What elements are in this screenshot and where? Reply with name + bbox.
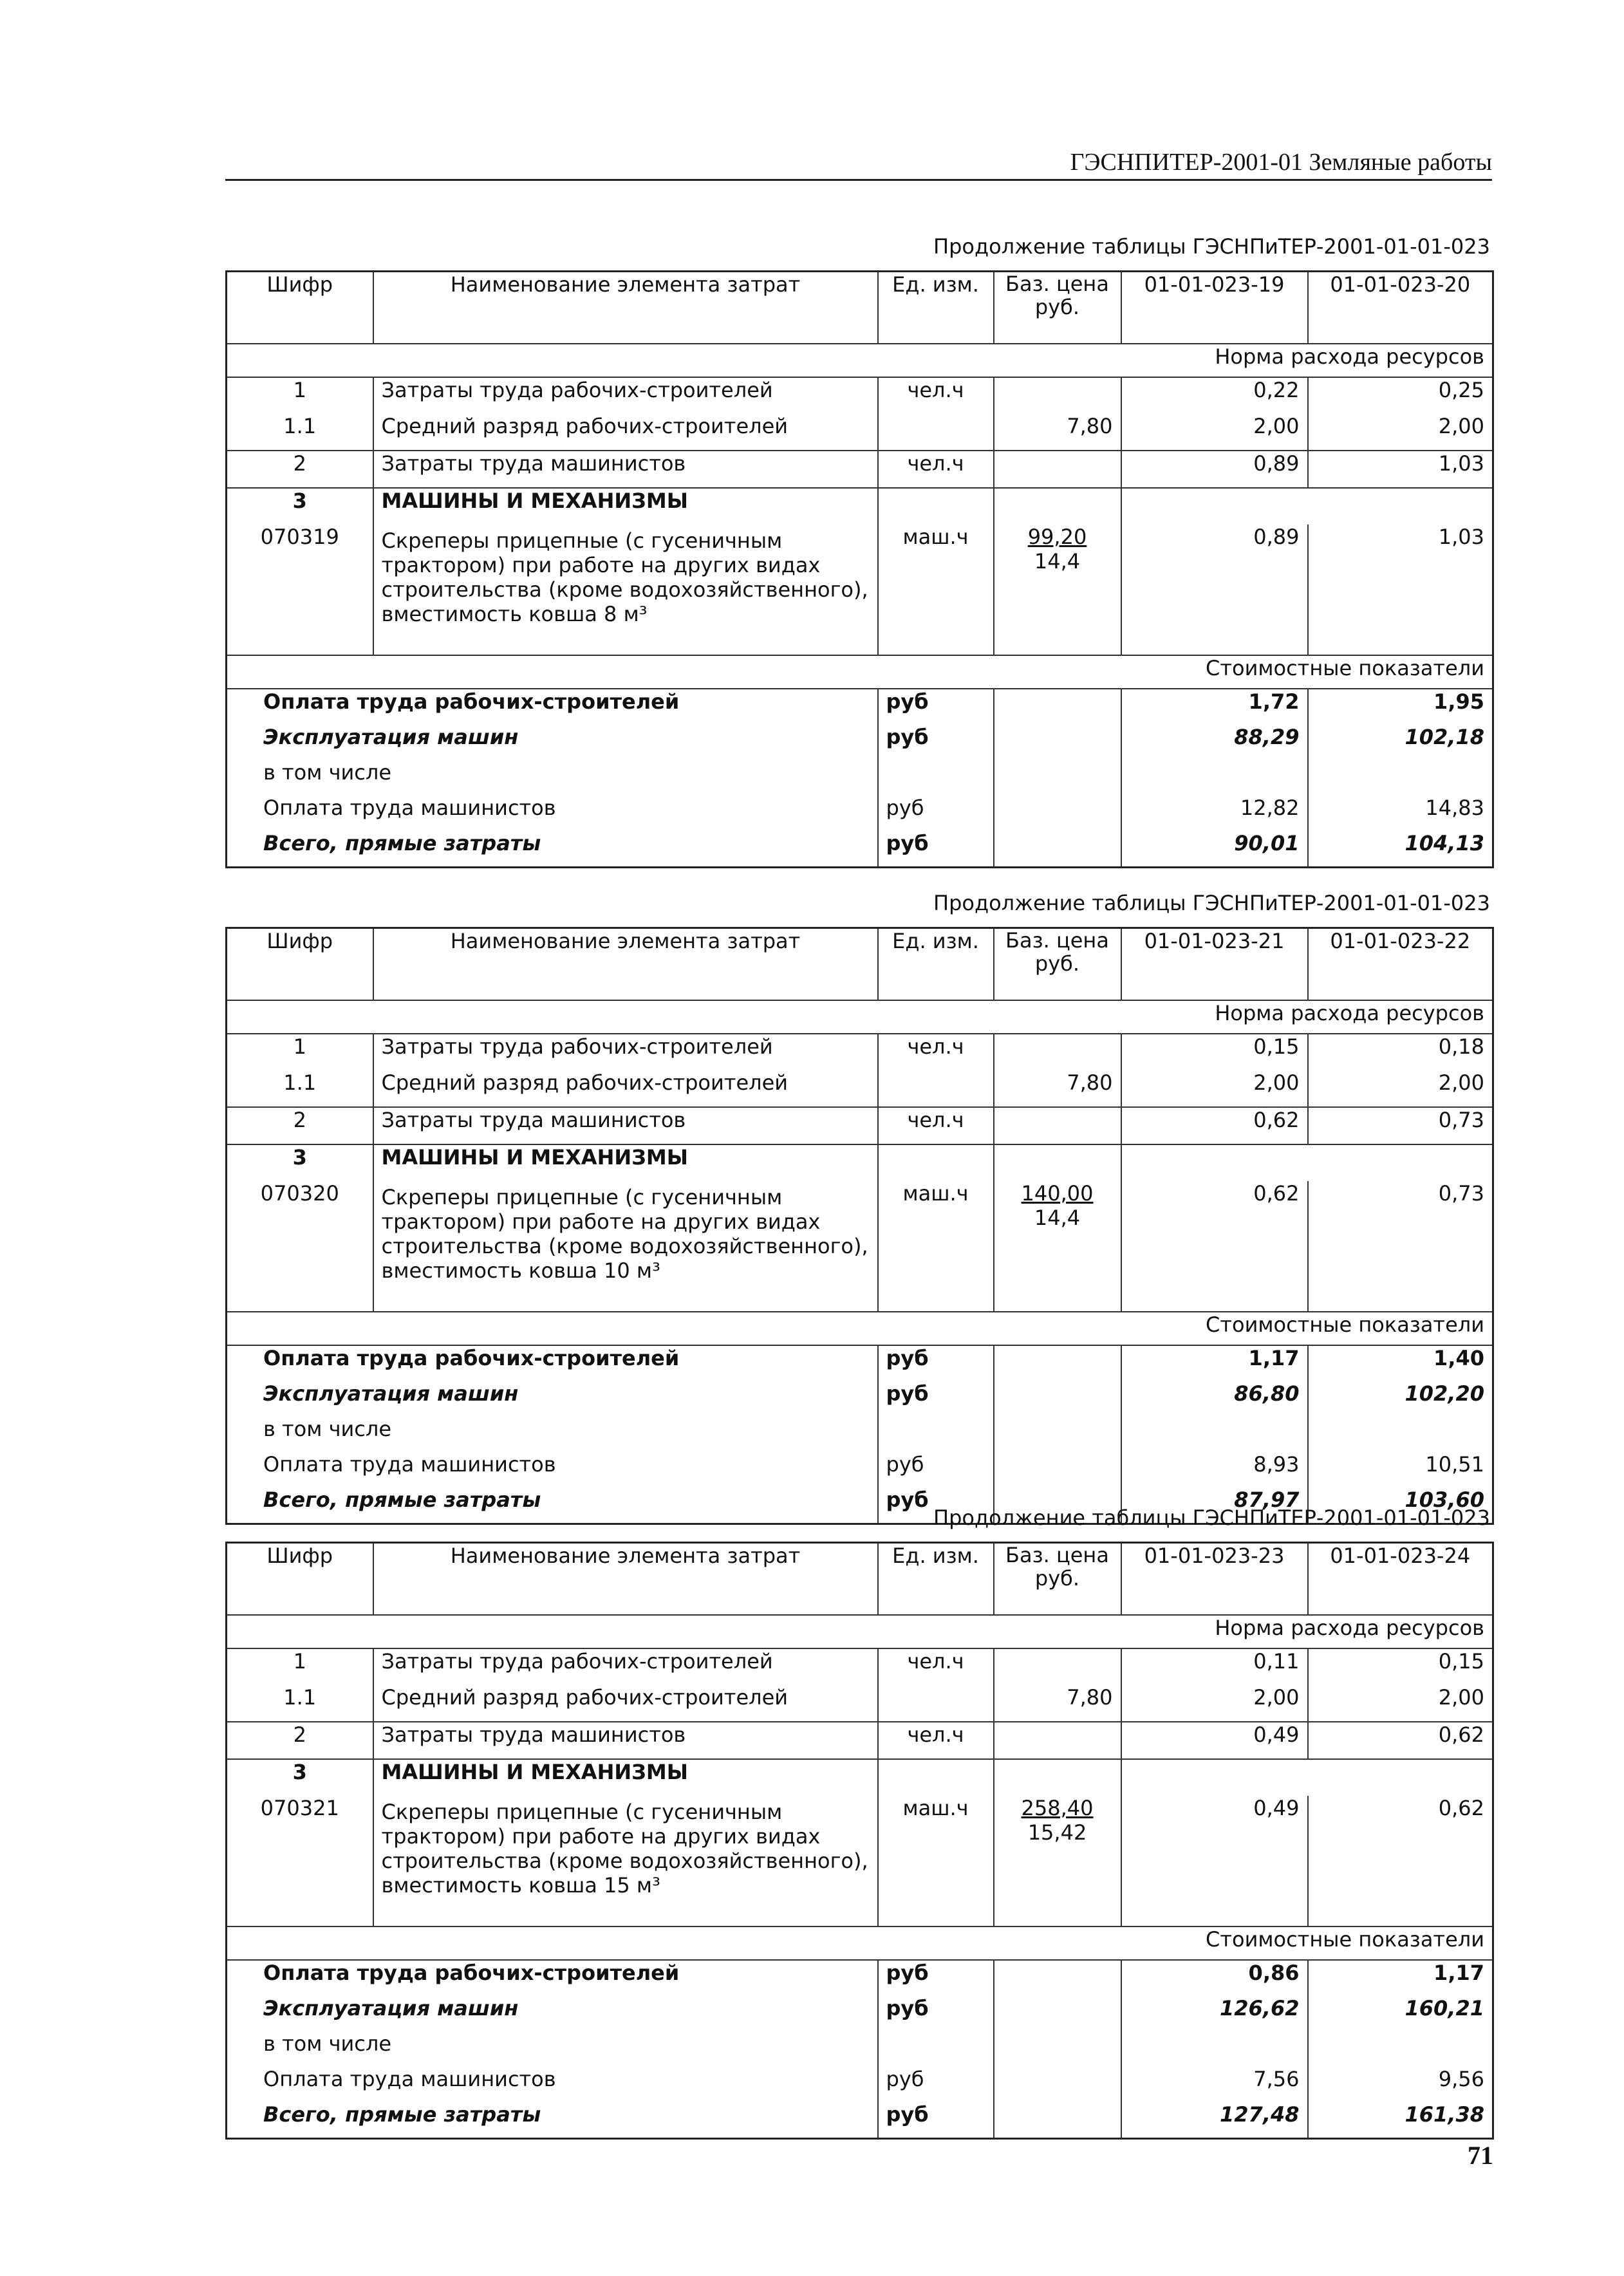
cost-unit: руб <box>878 725 994 760</box>
price-header-line1: Баз. цена <box>1005 928 1109 953</box>
cost-price <box>994 760 1121 796</box>
cost-value-b: 102,18 <box>1405 725 1484 749</box>
table-caption: Продолжение таблицы ГЭСНПиТЕР-2001-01-01-023 <box>933 234 1490 259</box>
cost-row <box>227 1996 1493 2031</box>
cost-value-b: 161,38 <box>1405 2102 1484 2127</box>
table-row <box>227 377 1493 414</box>
row-unit: чел.ч <box>878 1648 994 1685</box>
cost-unit <box>878 1417 994 1452</box>
cost-unit: руб <box>878 689 994 725</box>
cost-price <box>994 1345 1121 1381</box>
column-header-price <box>994 928 1121 1001</box>
row-price <box>994 1034 1121 1070</box>
row-name: Затраты труда рабочих-строителей <box>373 377 878 414</box>
row-unit: чел.ч <box>878 1107 994 1144</box>
cost-row <box>227 689 1493 725</box>
cost-value-b: 104,13 <box>1405 831 1484 855</box>
cost-value-b: 1,40 <box>1433 1346 1484 1370</box>
machine-code: 070320 <box>227 1181 373 1312</box>
table-header-row <box>227 1543 1493 1616</box>
row-code: 3 <box>227 1144 373 1181</box>
row-name: Средний разряд рабочих-строителей <box>373 1070 878 1107</box>
table-row <box>227 1107 1493 1144</box>
cost-value-a: 1,17 <box>1121 1345 1308 1381</box>
cost-price <box>994 689 1121 725</box>
table-row <box>227 451 1493 488</box>
column-header-code: Шифр <box>227 928 373 1001</box>
column-header-code-a: 01-01-023-21 <box>1121 928 1308 1001</box>
row-name: Затраты труда машинистов <box>373 1107 878 1144</box>
section-label-norm: Норма расхода ресурсов <box>227 344 1493 377</box>
row-value-b <box>1308 1759 1493 1796</box>
cost-row <box>227 1381 1493 1417</box>
section-label-norm: Норма расхода ресурсов <box>227 1000 1493 1034</box>
cost-value-a <box>1121 1417 1308 1452</box>
row-name: МАШИНЫ И МЕХАНИЗМЫ <box>373 1144 878 1181</box>
column-header-price <box>994 1543 1121 1616</box>
row-value-b: 0,73 <box>1308 1107 1493 1144</box>
row-price <box>994 1144 1121 1181</box>
row-price <box>994 1722 1121 1759</box>
section-row-cost <box>227 1926 1493 1960</box>
resource-table <box>225 927 1494 1525</box>
machine-name: Скреперы прицепные (с гусеничным трактором) при работе на других видах строительства (кроме водохозяйственного), вместимость ковша 15 м³ <box>373 1796 878 1926</box>
section-label-cost: Стоимостные показатели <box>227 1312 1493 1345</box>
row-name: МАШИНЫ И МЕХАНИЗМЫ <box>373 1759 878 1796</box>
cost-row <box>227 796 1493 831</box>
cost-value-b: 102,20 <box>1405 1381 1484 1406</box>
section-label-norm: Норма расхода ресурсов <box>227 1615 1493 1648</box>
cost-row <box>227 725 1493 760</box>
cost-value-a: 12,82 <box>1121 796 1308 831</box>
machine-price-wage: 15,42 <box>1027 1820 1087 1845</box>
machine-price <box>994 1181 1121 1312</box>
machine-value-b: 0,73 <box>1438 1181 1484 1206</box>
cost-value-b: 14,83 <box>1425 796 1484 820</box>
row-price <box>994 1648 1121 1685</box>
cost-value-b: 1,17 <box>1433 1961 1484 1985</box>
column-header-name: Наименование элемента затрат <box>373 1543 878 1616</box>
cost-unit: руб <box>878 796 994 831</box>
cost-unit <box>878 2031 994 2067</box>
section-row-norm <box>227 1615 1493 1648</box>
row-value-a: 2,00 <box>1121 1070 1308 1107</box>
machine-price-base: 140,00 <box>1021 1181 1094 1206</box>
row-unit: чел.ч <box>878 377 994 414</box>
machine-unit: маш.ч <box>878 1181 994 1312</box>
row-value-a: 0,49 <box>1121 1722 1308 1759</box>
cost-unit: руб <box>878 1452 994 1488</box>
column-header-name: Наименование элемента затрат <box>373 272 878 344</box>
price-header-line1: Баз. цена <box>1005 1543 1109 1567</box>
cost-row <box>227 1960 1493 1996</box>
cost-label: Оплата труда машинистов <box>227 2067 878 2102</box>
cost-label: Оплата труда машинистов <box>227 1452 878 1488</box>
cost-value-a: 1,72 <box>1121 689 1308 725</box>
cost-row <box>227 2102 1493 2139</box>
machine-value-b: 0,62 <box>1438 1796 1484 1820</box>
machine-price <box>994 525 1121 655</box>
cost-row <box>227 2067 1493 2102</box>
machine-value-a: 0,89 <box>1121 525 1308 655</box>
cost-label: Всего, прямые затраты <box>227 2102 878 2139</box>
cost-label: в том числе <box>227 2031 878 2067</box>
running-title: ГЭСНПИТЕР-2001-01 Земляные работы <box>1070 149 1492 176</box>
row-unit: чел.ч <box>878 1034 994 1070</box>
cost-price <box>994 2031 1121 2067</box>
cost-value-a: 127,48 <box>1121 2102 1308 2139</box>
cost-label: Оплата труда рабочих-строителей <box>227 689 878 725</box>
table-row <box>227 1722 1493 1759</box>
price-header-line1: Баз. цена <box>1005 272 1109 296</box>
cost-unit: руб <box>878 1381 994 1417</box>
cost-price <box>994 796 1121 831</box>
column-header-code: Шифр <box>227 272 373 344</box>
machine-price-wage: 14,4 <box>1034 549 1081 574</box>
cost-value-a: 0,86 <box>1121 1960 1308 1996</box>
row-price <box>994 1107 1121 1144</box>
cost-value-a: 87,97 <box>1121 1488 1308 1524</box>
cost-value-a: 86,80 <box>1121 1381 1308 1417</box>
machine-name: Скреперы прицепные (с гусеничным трактором) при работе на других видах строительства (кроме водохозяйственного), вместимость ковша 10 м³ <box>373 1181 878 1312</box>
group-row <box>227 1144 1493 1181</box>
machine-price-base: 258,40 <box>1021 1796 1094 1820</box>
row-price <box>994 451 1121 488</box>
row-value-b <box>1308 1144 1493 1181</box>
cost-value-a: 8,93 <box>1121 1452 1308 1488</box>
cost-label: Всего, прямые затраты <box>227 831 878 868</box>
row-code: 1.1 <box>227 1685 373 1722</box>
row-unit: чел.ч <box>878 1722 994 1759</box>
row-unit: чел.ч <box>878 451 994 488</box>
cost-unit: руб <box>878 2102 994 2139</box>
machine-value-a: 0,49 <box>1121 1796 1308 1926</box>
cost-label: Эксплуатация машин <box>227 725 878 760</box>
row-value-b: 2,00 <box>1308 1685 1493 1722</box>
row-name: Затраты труда рабочих-строителей <box>373 1034 878 1070</box>
row-value-b: 0,62 <box>1308 1722 1493 1759</box>
row-value-a: 0,62 <box>1121 1107 1308 1144</box>
cost-price <box>994 2067 1121 2102</box>
cost-unit: руб <box>878 1996 994 2031</box>
cost-unit: руб <box>878 2067 994 2102</box>
row-code: 3 <box>227 1759 373 1796</box>
column-header-code-b: 01-01-023-22 <box>1308 928 1493 1001</box>
price-header-line2: руб. <box>1034 295 1080 319</box>
cost-label: Оплата труда рабочих-строителей <box>227 1960 878 1996</box>
row-value-a: 0,15 <box>1121 1034 1308 1070</box>
cost-price <box>994 1960 1121 1996</box>
row-value-a: 0,11 <box>1121 1648 1308 1685</box>
machine-unit: маш.ч <box>878 525 994 655</box>
cost-label: Всего, прямые затраты <box>227 1488 878 1524</box>
machine-value-b: 1,03 <box>1438 525 1484 549</box>
cost-value-b: 10,51 <box>1425 1452 1484 1477</box>
cost-unit: руб <box>878 831 994 868</box>
cost-price <box>994 2102 1121 2139</box>
running-header <box>225 149 1492 181</box>
cost-unit: руб <box>878 1345 994 1381</box>
row-name: Затраты труда машинистов <box>373 1722 878 1759</box>
section-row-cost <box>227 1312 1493 1345</box>
row-price <box>994 488 1121 525</box>
section-row-norm <box>227 1000 1493 1034</box>
row-code: 1 <box>227 1648 373 1685</box>
row-name: МАШИНЫ И МЕХАНИЗМЫ <box>373 488 878 525</box>
table-row <box>227 1034 1493 1070</box>
cost-row <box>227 1345 1493 1381</box>
row-value-b: 2,00 <box>1308 1070 1493 1107</box>
row-name: Затраты труда машинистов <box>373 451 878 488</box>
row-code: 3 <box>227 488 373 525</box>
cost-price <box>994 1452 1121 1488</box>
cost-row <box>227 2031 1493 2067</box>
cost-price <box>994 1417 1121 1452</box>
section-row-norm <box>227 344 1493 377</box>
cost-value-b <box>1308 1417 1493 1452</box>
column-header-name: Наименование элемента затрат <box>373 928 878 1001</box>
cost-price <box>994 725 1121 760</box>
row-unit <box>878 1685 994 1722</box>
row-value-b: 0,15 <box>1438 1649 1484 1674</box>
column-header-price <box>994 272 1121 344</box>
cost-row <box>227 831 1493 868</box>
cost-label: Эксплуатация машин <box>227 1996 878 2031</box>
row-value-a: 0,22 <box>1121 377 1308 414</box>
machine-name: Скреперы прицепные (с гусеничным трактором) при работе на других видах строительства (кроме водохозяйственного), вместимость ковша 8 м³ <box>373 525 878 655</box>
cost-price <box>994 831 1121 868</box>
row-value-b: 2,00 <box>1308 414 1493 451</box>
row-code: 1.1 <box>227 414 373 451</box>
machine-code: 070319 <box>227 525 373 655</box>
table-header-row <box>227 928 1493 1001</box>
row-price: 7,80 <box>994 1070 1121 1107</box>
cost-label: в том числе <box>227 1417 878 1452</box>
column-header-code-b: 01-01-023-20 <box>1308 272 1493 344</box>
row-value-a: 0,89 <box>1121 451 1308 488</box>
column-header-code: Шифр <box>227 1543 373 1616</box>
row-value-b <box>1308 488 1493 525</box>
table-row <box>227 1070 1493 1107</box>
row-code: 1.1 <box>227 1070 373 1107</box>
row-code: 1 <box>227 1034 373 1070</box>
table-caption: Продолжение таблицы ГЭСНПиТЕР-2001-01-01-023 <box>933 1506 1490 1530</box>
cost-row <box>227 1452 1493 1488</box>
table-row <box>227 414 1493 451</box>
machine-code: 070321 <box>227 1796 373 1926</box>
column-header-code-b: 01-01-023-24 <box>1308 1543 1493 1616</box>
cost-value-a: 7,56 <box>1121 2067 1308 2102</box>
row-value-a: 2,00 <box>1121 1685 1308 1722</box>
row-unit <box>878 414 994 451</box>
column-header-unit: Ед. изм. <box>878 272 994 344</box>
group-row <box>227 1759 1493 1796</box>
section-label-cost: Стоимостные показатели <box>227 655 1493 689</box>
cost-unit: руб <box>878 1488 994 1524</box>
row-code: 2 <box>227 451 373 488</box>
row-unit <box>878 1070 994 1107</box>
cost-value-a: 90,01 <box>1121 831 1308 868</box>
machine-price-base: 99,20 <box>1027 525 1087 549</box>
cost-label: Оплата труда машинистов <box>227 796 878 831</box>
resource-table <box>225 270 1494 868</box>
cost-value-b: 1,95 <box>1433 689 1484 714</box>
row-code: 1 <box>227 377 373 414</box>
cost-value-b: 160,21 <box>1405 1996 1484 2020</box>
cost-value-a <box>1121 2031 1308 2067</box>
cost-value-b <box>1308 760 1493 796</box>
price-header-line2: руб. <box>1034 1566 1080 1590</box>
row-value-a <box>1121 488 1308 525</box>
row-code: 2 <box>227 1107 373 1144</box>
row-value-a <box>1121 1144 1308 1181</box>
machine-price <box>994 1796 1121 1926</box>
row-unit <box>878 1759 994 1796</box>
column-header-code-a: 01-01-023-23 <box>1121 1543 1308 1616</box>
page-number: 71 <box>1468 2141 1493 2170</box>
machine-row <box>227 1181 1493 1312</box>
table-caption: Продолжение таблицы ГЭСНПиТЕР-2001-01-01-023 <box>933 891 1490 915</box>
machine-unit: маш.ч <box>878 1796 994 1926</box>
row-code: 2 <box>227 1722 373 1759</box>
cost-value-b <box>1308 2031 1493 2067</box>
cost-value-a: 126,62 <box>1121 1996 1308 2031</box>
row-unit <box>878 488 994 525</box>
row-name: Затраты труда рабочих-строителей <box>373 1648 878 1685</box>
group-row <box>227 488 1493 525</box>
table-row <box>227 1685 1493 1722</box>
row-value-b: 0,18 <box>1438 1034 1484 1059</box>
row-value-a: 2,00 <box>1121 414 1308 451</box>
row-value-a <box>1121 1759 1308 1796</box>
cost-unit: руб <box>878 1960 994 1996</box>
table-row <box>227 1648 1493 1685</box>
machine-row <box>227 525 1493 655</box>
cost-row <box>227 1417 1493 1452</box>
cost-value-a: 88,29 <box>1121 725 1308 760</box>
machine-row <box>227 1796 1493 1926</box>
row-price: 7,80 <box>994 414 1121 451</box>
row-price: 7,80 <box>994 1685 1121 1722</box>
cost-price <box>994 1381 1121 1417</box>
machine-price-wage: 14,4 <box>1034 1206 1081 1230</box>
cost-row <box>227 760 1493 796</box>
row-value-b: 1,03 <box>1308 451 1493 488</box>
resource-table <box>225 1542 1494 2140</box>
cost-label: Эксплуатация машин <box>227 1381 878 1417</box>
row-value-b: 0,25 <box>1438 378 1484 402</box>
column-header-unit: Ед. изм. <box>878 928 994 1001</box>
table-header-row <box>227 272 1493 344</box>
row-price <box>994 377 1121 414</box>
row-name: Средний разряд рабочих-строителей <box>373 1685 878 1722</box>
cost-value-a <box>1121 760 1308 796</box>
column-header-unit: Ед. изм. <box>878 1543 994 1616</box>
machine-value-a: 0,62 <box>1121 1181 1308 1312</box>
cost-label: в том числе <box>227 760 878 796</box>
row-price <box>994 1759 1121 1796</box>
section-label-cost: Стоимостные показатели <box>227 1926 1493 1960</box>
price-header-line2: руб. <box>1034 951 1080 976</box>
row-name: Средний разряд рабочих-строителей <box>373 414 878 451</box>
section-row-cost <box>227 655 1493 689</box>
cost-unit <box>878 760 994 796</box>
row-unit <box>878 1144 994 1181</box>
cost-value-b: 9,56 <box>1438 2067 1484 2091</box>
cost-value-b: 103,60 <box>1405 1488 1484 1512</box>
cost-label: Оплата труда рабочих-строителей <box>227 1345 878 1381</box>
column-header-code-a: 01-01-023-19 <box>1121 272 1308 344</box>
cost-price <box>994 1996 1121 2031</box>
